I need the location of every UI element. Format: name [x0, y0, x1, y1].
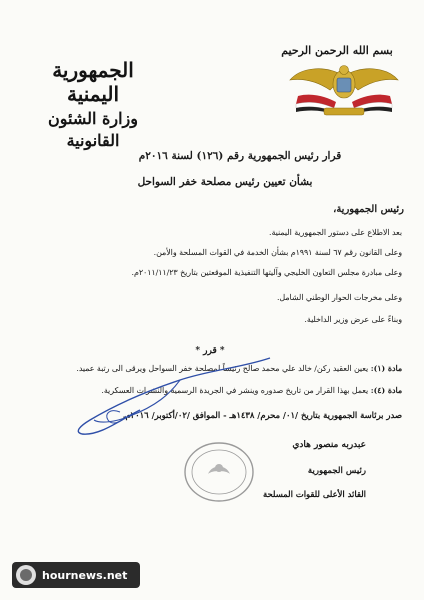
- signatory-military-title: القائد الأعلى للقوات المسلحة: [263, 489, 366, 499]
- watermark-text: hournews.net: [42, 568, 128, 582]
- article-1-label: مادة (١):: [370, 364, 402, 373]
- official-stamp-icon: [182, 440, 256, 504]
- article-4: [30, 386, 402, 396]
- recital-5: وبناءً على عرض وزير الداخلية.: [304, 315, 402, 324]
- republic-name: الجمهورية اليمنية: [52, 58, 134, 106]
- basmala: بسم الله الرحمن الرحيم: [281, 44, 393, 57]
- yemen-emblem-icon: [284, 58, 404, 120]
- recital-1: بعد الاطلاع على دستور الجمهورية اليمنية.: [268, 228, 402, 237]
- article-1-text: يعين العقيد ركن/ خالد علي محمد صالح رئيساً لمصلحة خفر السواحل ويرقى الى رتبة عميد.: [76, 364, 369, 373]
- signatory-name: عبدربه منصور هادي: [292, 440, 366, 450]
- decided-heading: * قرر *: [195, 346, 225, 356]
- letterhead: [34, 58, 152, 152]
- decree-title: قرار رئيس الجمهورية رقم (١٢٦) لسنة ٢٠١٦م: [138, 150, 342, 162]
- signatory-role: رئيس الجمهورية: [307, 466, 366, 476]
- issue-date: صدر برئاسة الجمهورية بتاريخ /٠١/ محرم/ ١٤٣٨هـ - الموافق /٠٢/أكتوبر/ ٢٠١٦م.: [122, 410, 402, 420]
- addressee: رئيس الجمهورية،: [333, 204, 404, 215]
- recital-3: وعلى مبادرة مجلس التعاون الخليجي وآليتها التنفيذية الموقعتين بتاريخ ٢٠١١/١١/٢٣م.: [131, 268, 402, 277]
- recital-4: وعلى مخرجات الحوار الوطني الشامل.: [276, 293, 402, 302]
- watermark: [12, 562, 140, 588]
- article-4-text: يعمل بهذا القرار من تاريخ صدوره وينشر في الجريدة الرسمية والنشرات العسكرية.: [101, 386, 369, 395]
- ministry-name: وزارة الشئون القانونية: [47, 109, 138, 150]
- watermark-logo-icon: [16, 565, 36, 585]
- article-1: [30, 364, 402, 374]
- article-4-label: مادة (٤):: [370, 386, 402, 395]
- decree-subject: بشأن تعيين رئيس مصلحة خفر السواحل: [137, 176, 313, 188]
- recital-2: وعلى القانون رقم ٦٧ لسنة ١٩٩١م بشأن الخدمة في القوات المسلحة والأمن.: [153, 248, 402, 257]
